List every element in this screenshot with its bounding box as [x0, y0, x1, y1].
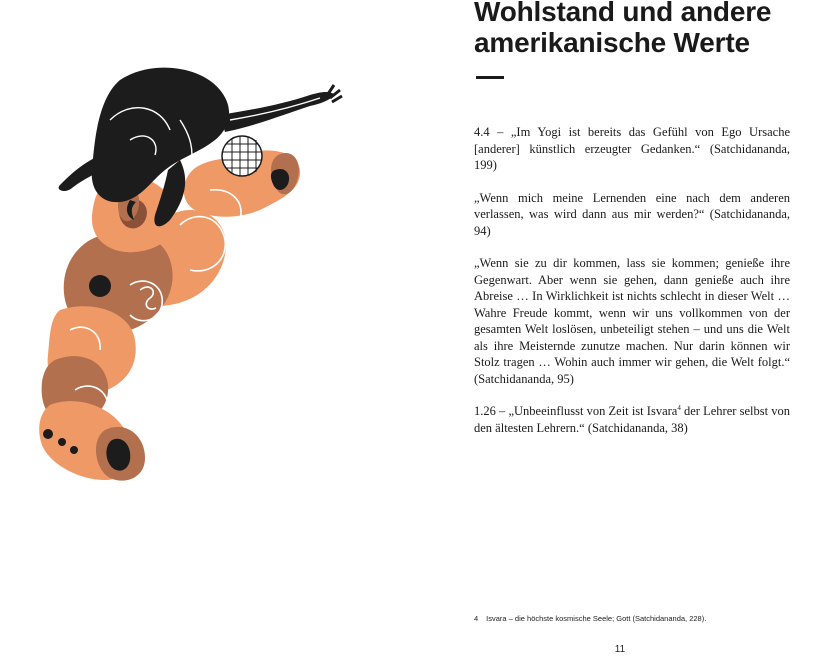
figure-illustration [30, 60, 360, 490]
footnote-marker[interactable]: 4 [677, 403, 681, 412]
page-title [474, 0, 814, 58]
quote-paragraph-4 [474, 403, 790, 436]
footnote [474, 614, 804, 623]
quote-paragraph-3: „Wenn sie zu dir kommen, lass sie kommen; genieße ihre Gegenwart. Aber wenn sie gehen, dann genieße auch ihre Abreise … In Wirklichkeit ist nichts schlecht in dieser Welt … Wahre Freude kommt, wenn wir uns vollkommen von der gesamten Welt loslösen, unbeteiligt stehen – und uns die Welt als ihre Meisternde zunutze machen. Nur darin können wir Stolz tragen … Wohin auch immer wir gehen, die Welt folgt.“ (Satchidananda, 95) [474, 256, 790, 386]
quote-4-start: 1.26 – „Unbeeinflusst von Zeit ist Isvara [474, 404, 678, 418]
page-title-line-2: amerikanische Werte [474, 27, 750, 58]
quote-paragraph-2: „Wenn mich meine Lernenden eine nach dem anderen verlassen, was wird dann aus mir werden?“ (Satchidananda, 94) [474, 190, 790, 238]
mesh-ball [222, 136, 262, 176]
title-divider [476, 76, 504, 79]
quote-4-end: der Lehrer selbst von den ältesten Lehrern.“ (Satchidananda, 38) [474, 404, 790, 435]
page-title-line-1: Wohlstand und andere [474, 0, 772, 27]
footnote-text: Isvara – die höchste kosmische Seele; Gott (Satchidananda, 228). [486, 614, 707, 623]
page-number: 11 [614, 644, 626, 655]
footnote-number: 4 [474, 614, 479, 623]
quote-paragraph-1: 4.4 – „Im Yogi ist bereits das Gefühl von Ego Ursache [anderer] künstlich erzeugter Gedanken.“ (Satchidananda, 199) [474, 125, 790, 172]
body-text [474, 124, 790, 452]
